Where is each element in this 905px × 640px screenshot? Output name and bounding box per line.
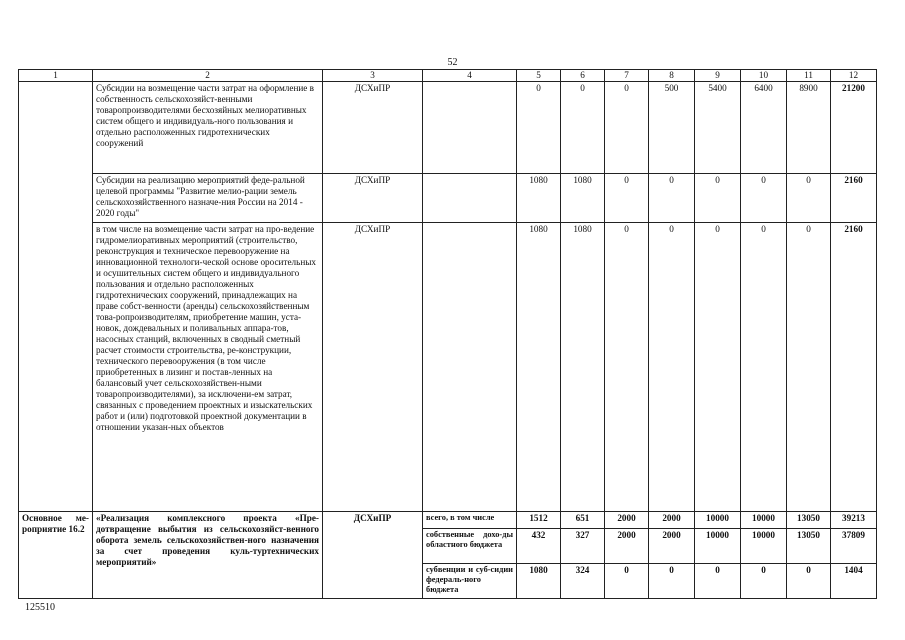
value-cell: 0 <box>605 564 649 599</box>
value-cell: 432 <box>517 529 561 564</box>
value-cell: 0 <box>649 564 695 599</box>
value-cell: 0 <box>649 223 695 512</box>
funding-source-label: собственные дохо-ды областного бюджета <box>423 529 517 564</box>
value-cell: 8900 <box>787 82 831 174</box>
empty-code-cell <box>19 82 93 512</box>
total-cell: 2160 <box>831 223 877 512</box>
row-description: в том числе на возмещение части затрат на про-ведение гидромелиоративных мероприятий (строительство, реконструкция и техническое перевооружение на инновационной технологи-ческой основе оросительных и осушительных систем общего и индивидуального пользования и отдельно расположенных гидротехнических сооружений, принадлежащих на праве собст-венности (аренды) сельскохозяйственным това-ропроизводителям, приобретение машин, уста-новок, дождевальных и поливальных аппара-тов, насосных станций, включенных в сводный сметный расчет стоимости строительства, ре-конструкции, технического перевооружения (в том числе приобретенных в лизинг и постав-ленных на балансовый учет сельскохозяйствен-ными товаропроизводителями), за исключени-ем затрат, связанных с проведением проектных и изыскательских работ и (или) подготовкой проектной документации в отношении указан-ных объектов <box>93 223 323 512</box>
empty-source-cell <box>423 82 517 174</box>
total-cell: 21200 <box>831 82 877 174</box>
value-cell: 0 <box>605 82 649 174</box>
executor-cell: ДСХиПР <box>323 223 423 512</box>
empty-source-cell <box>423 174 517 223</box>
executor-cell: ДСХиПР <box>323 82 423 174</box>
funding-source-label: всего, в том числе <box>423 512 517 529</box>
value-cell: 1080 <box>517 223 561 512</box>
value-cell: 6400 <box>741 82 787 174</box>
measure-code: Основное ме-роприятие 16.2 <box>19 512 93 599</box>
executor-cell: ДСХиПР <box>323 174 423 223</box>
value-cell: 0 <box>561 82 605 174</box>
total-cell: 1404 <box>831 564 877 599</box>
header-cell: 2 <box>93 70 323 82</box>
total-cell: 37809 <box>831 529 877 564</box>
header-cell: 12 <box>831 70 877 82</box>
value-cell: 13050 <box>787 529 831 564</box>
value-cell: 10000 <box>695 512 741 529</box>
value-cell: 13050 <box>787 512 831 529</box>
empty-source-cell <box>423 223 517 512</box>
value-cell: 1080 <box>561 223 605 512</box>
value-cell: 1080 <box>517 564 561 599</box>
measure-row <box>19 512 877 529</box>
value-cell: 10000 <box>741 529 787 564</box>
value-cell: 1080 <box>561 174 605 223</box>
header-cell: 1 <box>19 70 93 82</box>
value-cell: 651 <box>561 512 605 529</box>
header-cell: 8 <box>649 70 695 82</box>
total-cell: 2160 <box>831 174 877 223</box>
table-row <box>19 223 877 512</box>
value-cell: 324 <box>561 564 605 599</box>
value-cell: 0 <box>649 174 695 223</box>
program-table <box>18 69 877 599</box>
value-cell: 0 <box>787 174 831 223</box>
value-cell: 0 <box>741 174 787 223</box>
table-row <box>19 174 877 223</box>
header-cell: 9 <box>695 70 741 82</box>
header-cell: 6 <box>561 70 605 82</box>
value-cell: 0 <box>741 564 787 599</box>
row-description: Субсидии на реализацию мероприятий феде-ральной целевой программы "Развитие мелио-рации земель сельскохозяйственного назначе-ния России на 2014 - 2020 годы" <box>93 174 323 223</box>
value-cell: 10000 <box>741 512 787 529</box>
row-description: Субсидии на возмещение части затрат на оформление в собственность сельскохозяйст-венными товаропроизводителями бесхозяйных мелиоративных систем общего и индивидуаль-ного пользования и отдельно расположенных гидротехнических сооружений <box>93 82 323 174</box>
measure-executor: ДСХиПР <box>323 512 423 599</box>
value-cell: 0 <box>605 223 649 512</box>
value-cell: 500 <box>649 82 695 174</box>
header-cell: 7 <box>605 70 649 82</box>
value-cell: 5400 <box>695 82 741 174</box>
value-cell: 2000 <box>649 512 695 529</box>
measure-description: «Реализация комплексного проекта «Пре-дотвращение выбытия из сельскохозяйст-венного оборота земель сельскохозяйствен-ного назначения за счет проведения куль-туртехнических мероприятий» <box>93 512 323 599</box>
value-cell: 327 <box>561 529 605 564</box>
header-cell: 5 <box>517 70 561 82</box>
value-cell: 2000 <box>649 529 695 564</box>
table-row <box>19 82 877 174</box>
footer-code: 125510 <box>25 602 55 613</box>
page-number: 52 <box>447 57 458 68</box>
value-cell: 2000 <box>605 529 649 564</box>
value-cell: 0 <box>605 174 649 223</box>
total-cell: 39213 <box>831 512 877 529</box>
funding-source-label: субвенции и суб-сидии федераль-ного бюджета <box>423 564 517 599</box>
value-cell: 0 <box>787 223 831 512</box>
value-cell: 0 <box>695 174 741 223</box>
header-cell: 11 <box>787 70 831 82</box>
value-cell: 0 <box>695 564 741 599</box>
value-cell: 1512 <box>517 512 561 529</box>
value-cell: 1080 <box>517 174 561 223</box>
value-cell: 2000 <box>605 512 649 529</box>
value-cell: 10000 <box>695 529 741 564</box>
header-cell: 3 <box>323 70 423 82</box>
value-cell: 0 <box>695 223 741 512</box>
header-cell: 10 <box>741 70 787 82</box>
value-cell: 0 <box>741 223 787 512</box>
header-cell: 4 <box>423 70 517 82</box>
header-row <box>19 70 877 82</box>
value-cell: 0 <box>787 564 831 599</box>
value-cell: 0 <box>517 82 561 174</box>
